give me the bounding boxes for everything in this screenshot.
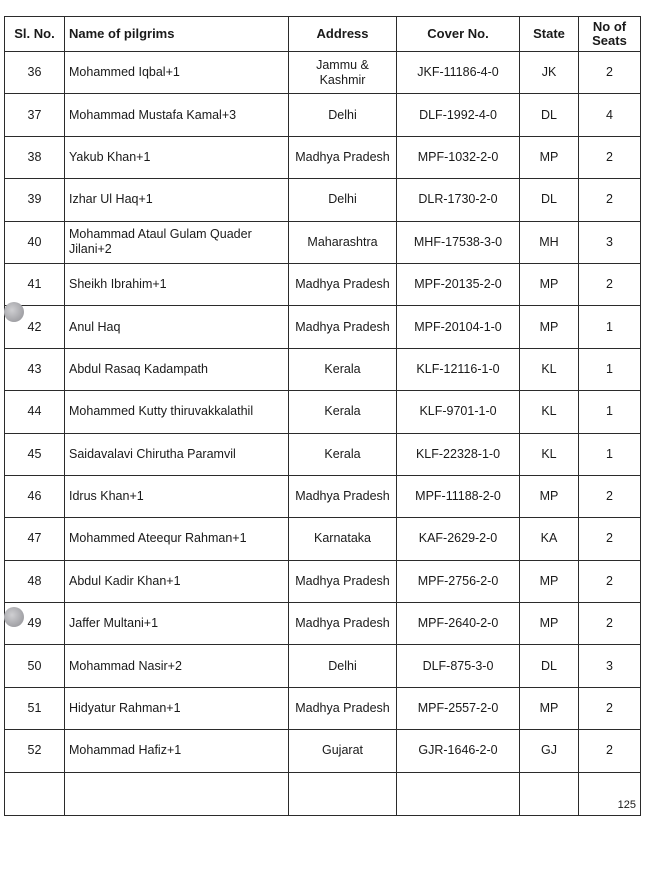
address-cell: Madhya Pradesh xyxy=(289,263,397,305)
table-row xyxy=(5,263,641,305)
table-row xyxy=(5,603,641,645)
seats-cell: 2 xyxy=(579,730,641,772)
sl-no-cell: 48 xyxy=(5,560,65,602)
cover-no-cell: DLR-1730-2-0 xyxy=(397,179,520,221)
name-cell: Mohammad Nasir+2 xyxy=(65,645,289,687)
seats-cell: 2 xyxy=(579,263,641,305)
table-row xyxy=(5,179,641,221)
seats-cell: 1 xyxy=(579,433,641,475)
cover-no-cell: MPF-11188-2-0 xyxy=(397,475,520,517)
name-cell: Mohammed Kutty thiruvakkalathil xyxy=(65,391,289,433)
state-cell: KL xyxy=(520,348,579,390)
table-row xyxy=(5,475,641,517)
sl-no-cell: 52 xyxy=(5,730,65,772)
seats-cell: 2 xyxy=(579,603,641,645)
state-cell: GJ xyxy=(520,730,579,772)
table-row xyxy=(5,645,641,687)
sl-no-cell: 37 xyxy=(5,94,65,136)
name-cell: Mohammed Ateequr Rahman+1 xyxy=(65,518,289,560)
pilgrims-table xyxy=(4,16,641,816)
table-row xyxy=(5,136,641,178)
name-cell: Mohammad Mustafa Kamal+3 xyxy=(65,94,289,136)
state-cell: MP xyxy=(520,263,579,305)
address-cell: Kerala xyxy=(289,391,397,433)
seats-cell: 4 xyxy=(579,94,641,136)
state-cell: KL xyxy=(520,391,579,433)
state-cell: MP xyxy=(520,560,579,602)
name-cell: Anul Haq xyxy=(65,306,289,348)
blank-cell xyxy=(5,772,65,815)
name-cell: Mohammad Hafiz+1 xyxy=(65,730,289,772)
seats-cell: 1 xyxy=(579,306,641,348)
sl-no-cell: 51 xyxy=(5,687,65,729)
state-cell: DL xyxy=(520,94,579,136)
state-cell: KA xyxy=(520,518,579,560)
cover-no-cell: GJR-1646-2-0 xyxy=(397,730,520,772)
table-row xyxy=(5,348,641,390)
seats-cell: 2 xyxy=(579,136,641,178)
name-cell: Mohammad Ataul Gulam Quader Jilani+2 xyxy=(65,221,289,263)
header-row xyxy=(5,17,641,52)
state-cell: MP xyxy=(520,136,579,178)
page-number: 125 xyxy=(617,798,636,811)
blank-cell xyxy=(520,772,579,815)
seats-cell: 3 xyxy=(579,645,641,687)
blank-cell xyxy=(397,772,520,815)
name-cell: Hidyatur Rahman+1 xyxy=(65,687,289,729)
seats-cell: 2 xyxy=(579,475,641,517)
cover-no-cell: MPF-2557-2-0 xyxy=(397,687,520,729)
name-cell: Sheikh Ibrahim+1 xyxy=(65,263,289,305)
state-cell: MP xyxy=(520,687,579,729)
address-cell: Madhya Pradesh xyxy=(289,603,397,645)
name-cell: Yakub Khan+1 xyxy=(65,136,289,178)
cover-no-cell: KLF-22328-1-0 xyxy=(397,433,520,475)
sl-no-cell: 46 xyxy=(5,475,65,517)
address-cell: Kerala xyxy=(289,433,397,475)
sl-no-cell: 43 xyxy=(5,348,65,390)
header-sl-no: Sl. No. xyxy=(5,17,65,52)
name-cell: Izhar Ul Haq+1 xyxy=(65,179,289,221)
blank-cell xyxy=(65,772,289,815)
state-cell: MH xyxy=(520,221,579,263)
sl-no-cell: 40 xyxy=(5,221,65,263)
sl-no-cell: 42 xyxy=(5,306,65,348)
sl-no-cell: 44 xyxy=(5,391,65,433)
cover-no-cell: MHF-17538-3-0 xyxy=(397,221,520,263)
header-seats: No of Seats xyxy=(579,17,641,52)
cover-no-cell: MPF-2756-2-0 xyxy=(397,560,520,602)
address-cell: Madhya Pradesh xyxy=(289,136,397,178)
table-row xyxy=(5,94,641,136)
table-row xyxy=(5,687,641,729)
address-cell: Delhi xyxy=(289,94,397,136)
address-cell: Delhi xyxy=(289,179,397,221)
punch-hole xyxy=(4,607,24,627)
table-row xyxy=(5,730,641,772)
header-address: Address xyxy=(289,17,397,52)
sl-no-cell: 38 xyxy=(5,136,65,178)
table-row xyxy=(5,221,641,263)
seats-cell: 1 xyxy=(579,391,641,433)
seats-cell: 2 xyxy=(579,687,641,729)
cover-no-cell: DLF-1992-4-0 xyxy=(397,94,520,136)
seats-cell: 2 xyxy=(579,52,641,94)
sl-no-cell: 47 xyxy=(5,518,65,560)
cover-no-cell: MPF-1032-2-0 xyxy=(397,136,520,178)
cover-no-cell: KAF-2629-2-0 xyxy=(397,518,520,560)
cover-no-cell: DLF-875-3-0 xyxy=(397,645,520,687)
address-cell: Madhya Pradesh xyxy=(289,306,397,348)
name-cell: Saidavalavi Chirutha Paramvil xyxy=(65,433,289,475)
table-row xyxy=(5,560,641,602)
sl-no-cell: 45 xyxy=(5,433,65,475)
address-cell: Madhya Pradesh xyxy=(289,475,397,517)
state-cell: KL xyxy=(520,433,579,475)
name-cell: Mohammed Iqbal+1 xyxy=(65,52,289,94)
seats-cell: 2 xyxy=(579,518,641,560)
address-cell: Kerala xyxy=(289,348,397,390)
table-row xyxy=(5,433,641,475)
address-cell: Maharashtra xyxy=(289,221,397,263)
table-row xyxy=(5,518,641,560)
sl-no-cell: 39 xyxy=(5,179,65,221)
seats-cell: 3 xyxy=(579,221,641,263)
header-state: State xyxy=(520,17,579,52)
state-cell: DL xyxy=(520,179,579,221)
header-cover-no: Cover No. xyxy=(397,17,520,52)
cover-no-cell: MPF-2640-2-0 xyxy=(397,603,520,645)
sl-no-cell: 49 xyxy=(5,603,65,645)
blank-cell xyxy=(289,772,397,815)
name-cell: Jaffer Multani+1 xyxy=(65,603,289,645)
address-cell: Madhya Pradesh xyxy=(289,560,397,602)
seats-cell: 2 xyxy=(579,560,641,602)
blank-row xyxy=(5,772,641,815)
state-cell: MP xyxy=(520,306,579,348)
sl-no-cell: 50 xyxy=(5,645,65,687)
address-cell: Gujarat xyxy=(289,730,397,772)
table-body xyxy=(5,52,641,816)
name-cell: Abdul Rasaq Kadampath xyxy=(65,348,289,390)
address-cell: Karnataka xyxy=(289,518,397,560)
blank-cell xyxy=(579,772,641,815)
state-cell: DL xyxy=(520,645,579,687)
header-name: Name of pilgrims xyxy=(65,17,289,52)
table-row xyxy=(5,306,641,348)
state-cell: MP xyxy=(520,603,579,645)
state-cell: JK xyxy=(520,52,579,94)
seats-cell: 1 xyxy=(579,348,641,390)
punch-hole xyxy=(4,302,24,322)
state-cell: MP xyxy=(520,475,579,517)
cover-no-cell: MPF-20135-2-0 xyxy=(397,263,520,305)
sl-no-cell: 41 xyxy=(5,263,65,305)
address-cell: Delhi xyxy=(289,645,397,687)
cover-no-cell: KLF-9701-1-0 xyxy=(397,391,520,433)
name-cell: Idrus Khan+1 xyxy=(65,475,289,517)
table-row xyxy=(5,391,641,433)
table-row xyxy=(5,52,641,94)
seats-cell: 2 xyxy=(579,179,641,221)
cover-no-cell: JKF-11186-4-0 xyxy=(397,52,520,94)
sl-no-cell: 36 xyxy=(5,52,65,94)
address-cell: Madhya Pradesh xyxy=(289,687,397,729)
name-cell: Abdul Kadir Khan+1 xyxy=(65,560,289,602)
cover-no-cell: KLF-12116-1-0 xyxy=(397,348,520,390)
address-cell: Jammu & Kashmir xyxy=(289,52,397,94)
cover-no-cell: MPF-20104-1-0 xyxy=(397,306,520,348)
